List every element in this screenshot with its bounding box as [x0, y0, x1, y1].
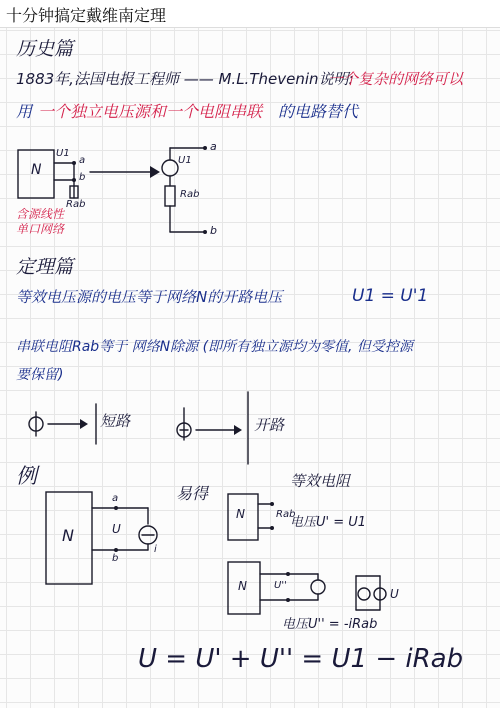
example-u-label: U [112, 522, 121, 536]
circuit2-u-label: U1 [178, 155, 192, 166]
circuit2-b-label: b [210, 224, 217, 237]
circuit1-rab-label: Rab [66, 199, 86, 210]
history-intro-black: 1883年,法国电报工程师 —— M.L.Thevenin说明: [16, 70, 354, 88]
history-line2-blue-start: 用 [16, 102, 33, 121]
open-circuit-label: 开路 [254, 416, 285, 434]
circuit2-a-label: a [210, 140, 217, 153]
example-heading: 例 [16, 464, 37, 488]
example-equiv-resistance: 等效电阻 [290, 472, 351, 490]
history-intro-red: 一个复杂的网络可以 [328, 70, 464, 88]
voltage-source-icon [162, 160, 178, 176]
theorem-heading: 定理篇 [16, 256, 74, 278]
theorem-point2-line2: 要保留) [16, 367, 64, 383]
example-final-equation: U = U' + U'' = U1 − iRab [138, 644, 464, 674]
example-i-label: i [154, 544, 157, 555]
theorem-point2-line1: 串联电阻Rab等于 网络N除源 (即所有独立源均为零值, 但受控源 [16, 339, 413, 355]
resistor-2 [165, 186, 175, 206]
example-voltage1-eq: 电压U' = U1 [290, 515, 367, 530]
theorem-point1-formula: U1 = U'1 [352, 286, 429, 306]
example-n-label: N [62, 526, 74, 545]
circuit1-n-label: N [31, 162, 42, 178]
theorem-point1: 等效电压源的电压等于网络N的开路电压 [16, 288, 283, 306]
circuit1-a-label: a [79, 155, 86, 166]
example-lower-n-label: N [238, 579, 247, 593]
short-circuit-label: 短路 [100, 412, 131, 430]
example-voltage2-eq: 电压U'' = -iRab [282, 617, 378, 632]
circuit-drawings [0, 28, 500, 708]
circuit1-b-label: b [79, 172, 86, 183]
example-b-label: b [112, 553, 119, 564]
history-line2-red: 一个独立电压源和一个电阻串联 [38, 102, 263, 121]
example-easy: 易得 [176, 484, 209, 503]
notebook-page [0, 27, 500, 708]
example-rab-label: Rab [276, 509, 296, 520]
circuit1-u-label: U1 [56, 148, 70, 159]
history-line2-blue-end: 的电路替代 [278, 102, 359, 121]
page-title: 十分钟搞定戴维南定理 [6, 6, 167, 25]
example-u2-label: U'' [274, 580, 287, 591]
example-a-label: a [112, 493, 119, 504]
circuit1-note-2: 单口网络 [16, 222, 65, 236]
example-u-side-label: U [390, 587, 399, 601]
example-small-n-label: N [236, 507, 245, 521]
circuit2-rab-label: Rab [180, 189, 200, 200]
circuit1-note-1: 含源线性 [16, 207, 65, 221]
history-heading: 历史篇 [16, 38, 74, 60]
